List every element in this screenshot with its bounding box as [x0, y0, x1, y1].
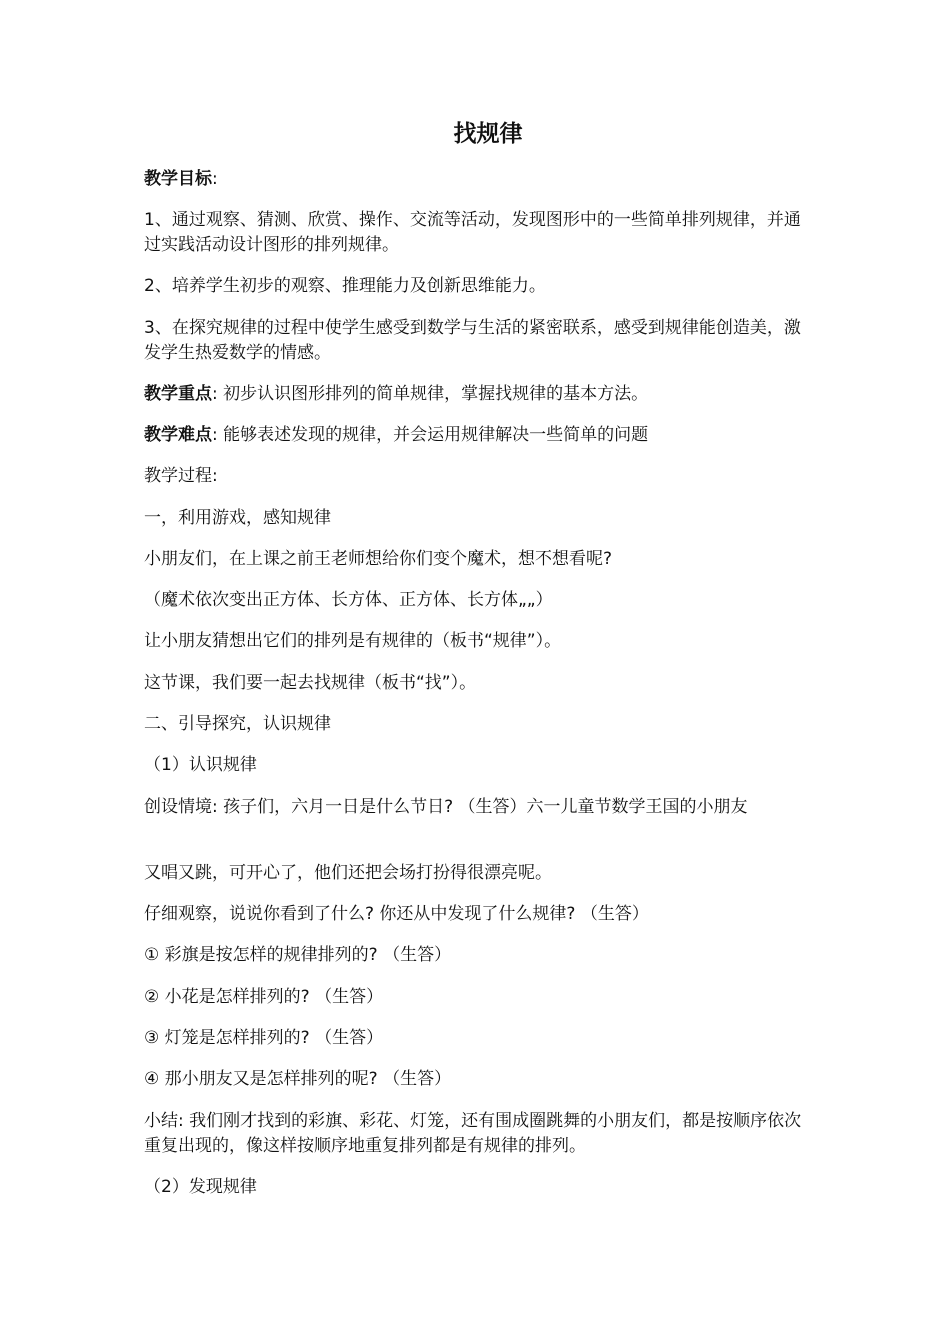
objectives-suffix: :: [212, 169, 218, 189]
paragraph-line-1: 小朋友们，在上课之前王老师想给你们变个魔术，想不想看呢?: [144, 549, 613, 569]
subsection-1-heading: （1）认识规律: [144, 755, 257, 775]
paragraph-line-5: 创设情境: 孩子们，六月一日是什么节日? （生答）六一儿童节数学王国的小朋友: [144, 797, 748, 817]
objective-3: 3、在探究规律的过程中使学生感受到数学与生活的紧密联系，感受到规律能创造美，激发学生热爱数学的情感。: [144, 318, 801, 363]
question-1: ① 彩旗是按怎样的规律排列的? （生答）: [144, 945, 452, 965]
key-point: [144, 382, 809, 407]
question-4: ④ 那小朋友又是怎样排列的呢? （生答）: [144, 1069, 452, 1089]
paragraph-line-2: （魔术依次变出正方体、长方体、正方体、长方体„„）: [144, 590, 553, 610]
difficulty: [144, 423, 809, 448]
subsection-2-heading: （2）发现规律: [144, 1177, 257, 1197]
key-point-label: 教学重点: [144, 384, 212, 404]
paragraph-line-7: 仔细观察，说说你看到了什么? 你还从中发现了什么规律? （生答）: [144, 904, 649, 924]
difficulty-label: 教学难点: [144, 425, 212, 445]
paragraph-line-4: 这节课，我们要一起去找规律（板书“找”）。: [144, 673, 477, 693]
objectives-heading: [144, 167, 809, 192]
paragraph-line-6: 又唱又跳，可开心了，他们还把会场打扮得很漂亮呢。: [144, 863, 552, 883]
process-label: 教学过程:: [144, 466, 218, 486]
section-1-heading: 一，利用游戏，感知规律: [144, 508, 331, 528]
question-3: ③ 灯笼是怎样排列的? （生答）: [144, 1028, 384, 1048]
key-point-text: : 初步认识图形排列的简单规律，掌握找规律的基本方法。: [212, 384, 649, 404]
objective-1: 1、通过观察、猜测、欣赏、操作、交流等活动，发现图形中的一些简单排列规律，并通过实践活动设计图形的排列规律。: [144, 210, 801, 255]
page-title: 找规律: [453, 121, 523, 147]
question-2: ② 小花是怎样排列的? （生答）: [144, 987, 384, 1007]
difficulty-text: : 能够表述发现的规律，并会运用规律解决一些简单的问题: [212, 425, 649, 445]
objective-2: 2、培养学生初步的观察、推理能力及创新思维能力。: [144, 276, 546, 296]
objectives-label: 教学目标: [144, 169, 212, 189]
section-2-heading: 二、引导探究，认识规律: [144, 714, 331, 734]
summary-paragraph: 小结: 我们刚才找到的彩旗、彩花、灯笼，还有围成圈跳舞的小朋友们，都是按顺序依次重复出现的，像这样按顺序地重复排列都是有规律的排列。: [144, 1111, 802, 1156]
paragraph-line-3: 让小朋友猜想出它们的排列是有规律的（板书“规律”）。: [144, 631, 562, 651]
